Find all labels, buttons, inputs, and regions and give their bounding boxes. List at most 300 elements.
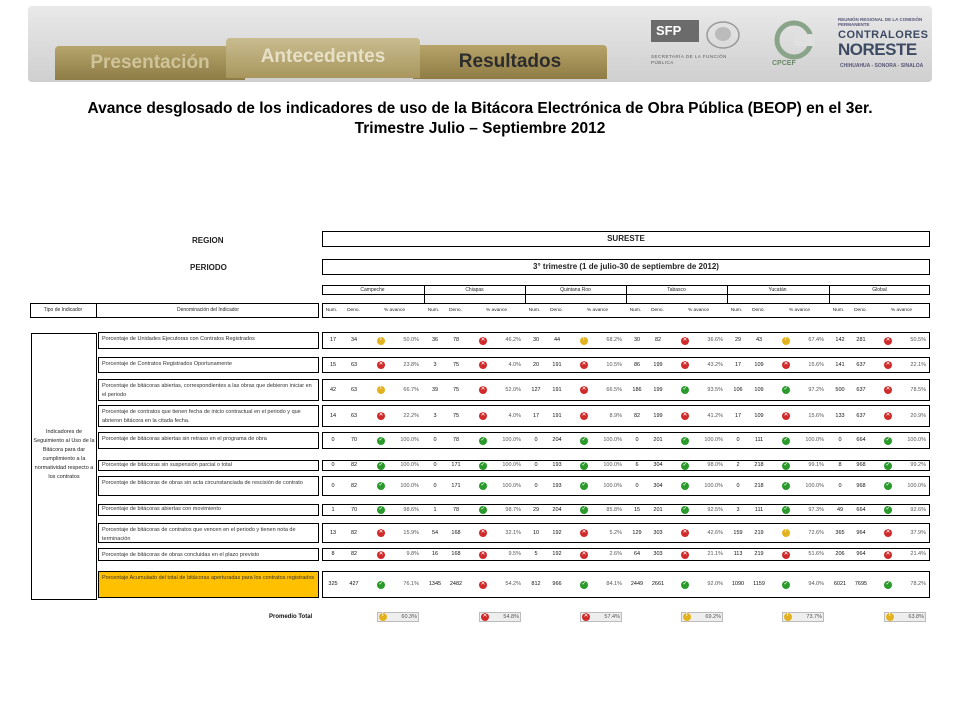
deno-value: 637	[856, 361, 866, 368]
num-value: 86	[633, 361, 641, 368]
deno-value: 109	[754, 386, 764, 393]
num-value: 54	[431, 529, 439, 536]
deno-value: 70	[350, 506, 358, 513]
num-value: 0	[736, 437, 740, 443]
percent-value: 4.0%	[508, 412, 521, 419]
status-green-icon	[782, 437, 790, 445]
percent-value: 100.0%	[400, 437, 419, 443]
percent-value: 100.0%	[502, 437, 521, 443]
deno-value: 109	[754, 361, 764, 368]
state-header: Tabasco	[667, 287, 686, 293]
deno-value: 168	[451, 529, 461, 536]
status-red-icon	[884, 551, 892, 559]
num-value: 3	[736, 506, 740, 513]
percent-value: 76.1%	[403, 581, 419, 587]
num-value: 6	[635, 462, 639, 468]
percent-value: 99.1%	[808, 462, 824, 468]
percent-value: 15.6%	[808, 412, 824, 419]
page-title: Avance desglosado de los indicadores de uso de la Bitácora Electrónica de Obra Pública (BEOP) en el 3er. Trimestre Julio – Septiembre 2012	[87, 100, 873, 137]
percent-value: 85.8%	[606, 506, 622, 513]
percent-value: 8.9%	[609, 412, 622, 419]
percent-value: 9.5%	[508, 551, 521, 557]
subhead: Deno.	[854, 308, 867, 313]
percent-value: 21.1%	[707, 551, 723, 557]
percent-value: 2.6%	[609, 551, 622, 557]
status-red-icon	[377, 551, 385, 559]
deno-value: 303	[653, 551, 663, 557]
state-header: Campeche	[360, 287, 385, 293]
deno-value: 70	[350, 437, 358, 443]
status-green-icon	[580, 437, 588, 445]
deno-value: 109	[754, 412, 764, 419]
state-header: Quintana Roo	[560, 287, 591, 293]
deno-value: 637	[856, 386, 866, 393]
period-label: PERIODO	[190, 263, 227, 272]
num-value: 2	[736, 462, 740, 468]
percent-value: 5.2%	[609, 529, 622, 536]
deno-value: 78	[452, 337, 460, 343]
status-red-icon	[884, 386, 892, 394]
cpcef-logo-name: CPCEF	[772, 60, 796, 67]
status-green-icon	[377, 482, 385, 490]
deno-value: 191	[552, 412, 562, 419]
status-red-icon	[580, 551, 588, 559]
percent-value: 15.6%	[808, 361, 824, 368]
status-yellow-icon	[377, 386, 385, 394]
num-value: 0	[331, 462, 335, 468]
num-value: 30	[633, 337, 641, 343]
num-value: 500	[835, 386, 845, 393]
num-value: 8	[331, 551, 335, 557]
num-value: 3	[433, 412, 437, 419]
percent-value: 78.2%	[910, 581, 926, 587]
status-green-icon	[681, 506, 689, 514]
num-value: 113	[733, 551, 743, 557]
promedio-value: 73.7%	[806, 614, 822, 620]
num-value: 159	[733, 529, 743, 536]
region-label: REGION	[192, 236, 224, 245]
percent-value: 92.0%	[707, 581, 723, 587]
percent-value: 66.7%	[403, 386, 419, 393]
deno-value: 2482	[449, 581, 463, 587]
deno-value: 304	[653, 482, 663, 489]
num-value: 0	[838, 437, 842, 443]
num-value: 39	[431, 386, 439, 393]
num-value: 129	[632, 529, 642, 536]
cpcef-emblem-icon	[766, 20, 822, 60]
percent-value: 100.0%	[805, 437, 824, 443]
percent-value: 100.0%	[704, 482, 723, 489]
percent-value: 100.0%	[400, 462, 419, 468]
deno-value: 34	[350, 337, 358, 343]
deno-value: 219	[754, 551, 764, 557]
status-red-icon	[681, 337, 689, 345]
deno-value: 199	[653, 412, 663, 419]
subhead: Deno.	[347, 308, 360, 313]
status-yellow-icon	[377, 337, 385, 345]
percent-value: 100.0%	[704, 437, 723, 443]
deno-value: 637	[856, 412, 866, 419]
status-green-icon	[681, 482, 689, 490]
percent-value: 97.2%	[808, 386, 824, 393]
subhead: % avance	[788, 308, 811, 313]
deno-value: 219	[754, 529, 764, 536]
percent-value: 84.1%	[606, 581, 622, 587]
deno-value: 199	[653, 361, 663, 368]
status-green-icon	[580, 462, 588, 470]
subhead: Num.	[629, 308, 642, 313]
num-value: 2449	[630, 581, 644, 587]
deno-value: 193	[552, 482, 562, 489]
status-green-icon	[782, 581, 790, 589]
num-value: 1	[433, 506, 437, 513]
num-value: 29	[734, 337, 742, 343]
status-red-icon	[884, 412, 892, 420]
percent-value: 15.9%	[403, 529, 419, 536]
deno-value: 427	[349, 581, 359, 587]
deno-value: 964	[856, 551, 866, 557]
deno-value: 75	[452, 386, 460, 393]
status-green-icon	[681, 386, 689, 394]
deno-value: 192	[552, 551, 562, 557]
status-green-icon	[479, 506, 487, 514]
status-red-icon	[782, 551, 790, 559]
deno-value: 171	[451, 482, 461, 489]
percent-value: 100.0%	[603, 437, 622, 443]
percent-value: 43.2%	[707, 361, 723, 368]
status-red-icon	[377, 361, 385, 369]
deno-value: 82	[350, 462, 358, 468]
percent-value: 98.0%	[707, 462, 723, 468]
status-green-icon	[782, 482, 790, 490]
percent-value: 92.6%	[910, 506, 926, 513]
subhead: Num.	[832, 308, 845, 313]
num-value: 15	[329, 361, 337, 368]
promedio-value: 69.2%	[705, 614, 721, 620]
promedio-value: 63.8%	[908, 614, 924, 620]
num-value: 3	[433, 361, 437, 368]
deno-value: 75	[452, 361, 460, 368]
state-header: Chiapas	[465, 287, 484, 293]
state-header: Global	[872, 287, 887, 293]
num-value: 0	[433, 462, 437, 468]
percent-value: 41.2%	[707, 412, 723, 419]
num-value: 0	[635, 437, 639, 443]
num-value: 133	[835, 412, 845, 419]
deno-value: 966	[552, 581, 562, 587]
deno-value: 78	[452, 506, 460, 513]
num-value: 0	[433, 437, 437, 443]
percent-value: 32.1%	[505, 529, 521, 536]
num-value: 10	[532, 529, 540, 536]
deno-value: 193	[552, 462, 562, 468]
percent-value: 52.0%	[505, 386, 521, 393]
num-value: 36	[431, 337, 439, 343]
deno-value: 192	[552, 529, 562, 536]
percent-value: 36.6%	[707, 337, 723, 343]
indicator-label: Porcentaje de contratos que tienen fecha de inicio contractual en el periodo y que abrieron bitácora en la citada fecha.	[98, 405, 319, 427]
num-value: 142	[835, 337, 845, 343]
logo-states: CHIHUAHUA - SONORA - SINALOA	[840, 63, 924, 69]
percent-value: 68.2%	[606, 337, 622, 343]
deno-value: 82	[350, 482, 358, 489]
period-value: 3° trimestre (1 de julio-30 de septiembre de 2012)	[533, 262, 719, 271]
promedio-label: Promedio Total	[269, 614, 313, 620]
deno-value: 204	[552, 437, 562, 443]
deno-value: 2661	[651, 581, 665, 587]
status-red-icon	[884, 361, 892, 369]
percent-value: 98.7%	[505, 506, 521, 513]
status-yellow-icon	[782, 337, 790, 345]
tipo-text: Indicadores de Seguimiento al Uso de la Bitácora para dar cumplimiento a la normatividad respecto a los contratos	[33, 429, 95, 480]
percent-value: 37.9%	[910, 529, 926, 536]
tab-resultados[interactable]: Resultados	[413, 45, 607, 79]
deno-value: 82	[350, 529, 358, 536]
deno-value: 7695	[854, 581, 868, 587]
percent-value: 94.0%	[808, 581, 824, 587]
subhead: % avance	[586, 308, 609, 313]
status-yellow-icon	[782, 529, 790, 537]
status-red-icon	[580, 529, 588, 537]
status-green-icon	[884, 437, 892, 445]
num-value: 17	[532, 412, 540, 419]
status-red-icon	[884, 529, 892, 537]
promedio-value: 54.8%	[503, 614, 519, 620]
percent-value: 50.5%	[910, 337, 926, 343]
num-value: 0	[635, 482, 639, 489]
num-value: 29	[532, 506, 540, 513]
num-value: 0	[736, 482, 740, 489]
status-green-icon	[479, 482, 487, 490]
subhead: Num.	[325, 308, 338, 313]
status-red-icon	[782, 412, 790, 420]
num-value: 0	[534, 462, 538, 468]
num-value: 1345	[428, 581, 442, 587]
sfp-logo	[651, 20, 748, 76]
tab-antecedentes[interactable]: Antecedentes	[226, 38, 420, 78]
percent-value: 22.1%	[910, 361, 926, 368]
percent-value: 92.5%	[707, 506, 723, 513]
deno-value: 968	[856, 482, 866, 489]
percent-value: 66.5%	[606, 386, 622, 393]
num-value: 325	[328, 581, 338, 587]
percent-value: 50.0%	[403, 337, 419, 343]
deno-value: 218	[754, 482, 764, 489]
num-value: 365	[835, 529, 845, 536]
percent-value: 100.0%	[907, 482, 926, 489]
percent-value: 100.0%	[603, 482, 622, 489]
deno-value: 171	[451, 462, 461, 468]
percent-value: 21.4%	[910, 551, 926, 557]
num-value: 15	[633, 506, 641, 513]
percent-value: 42.6%	[707, 529, 723, 536]
percent-value: 100.0%	[805, 482, 824, 489]
num-value: 42	[329, 386, 337, 393]
subhead: % avance	[485, 308, 508, 313]
subhead: Deno.	[550, 308, 563, 313]
deno-value: 75	[452, 412, 460, 419]
percent-value: 100.0%	[603, 462, 622, 468]
num-value: 0	[433, 482, 437, 489]
num-value: 0	[534, 437, 538, 443]
percent-value: 97.3%	[808, 506, 824, 513]
num-value: 0	[534, 482, 538, 489]
num-value: 127	[531, 386, 541, 393]
deno-value: 82	[350, 551, 358, 557]
subhead: % avance	[890, 308, 913, 313]
percent-value: 72.6%	[808, 529, 824, 536]
indicator-label: Porcentaje de Unidades Ejecutoras con Contratos Registrados	[98, 332, 319, 349]
logo-caption: REUNIÓN REGIONAL DE LA COMISIÓN PERMANENTE	[838, 17, 923, 27]
status-red-icon	[681, 529, 689, 537]
deno-value: 63	[350, 361, 358, 368]
status-green-icon	[884, 506, 892, 514]
deno-value: 281	[856, 337, 866, 343]
deno-value: 44	[553, 337, 561, 343]
status-green-icon	[377, 462, 385, 470]
deno-value: 111	[754, 506, 764, 513]
num-value: 5	[534, 551, 538, 557]
status-green-icon	[580, 482, 588, 490]
percent-value: 67.4%	[808, 337, 824, 343]
status-red-icon	[479, 551, 487, 559]
deno-value: 63	[350, 412, 358, 419]
num-value: 82	[633, 412, 641, 419]
num-value: 1	[331, 506, 335, 513]
sfp-logo-name: SFP	[651, 20, 699, 42]
subhead: % avance	[383, 308, 406, 313]
num-value: 812	[531, 581, 541, 587]
subhead: Deno.	[651, 308, 664, 313]
status-green-icon	[884, 482, 892, 490]
indicator-label: Porcentaje de bitácoras abiertas, correspondientes a las obras que debieron iniciar en el periodo	[98, 379, 319, 401]
deno-value: 168	[451, 551, 461, 557]
denominacion-header: Denominación del Indicador	[177, 307, 239, 313]
status-red-icon	[479, 581, 487, 589]
status-red-icon	[782, 361, 790, 369]
region-value-box	[322, 231, 930, 247]
num-value: 186	[632, 386, 642, 393]
percent-value: 51.6%	[808, 551, 824, 557]
promedio-value: 57.4%	[604, 614, 620, 620]
num-value: 0	[331, 482, 335, 489]
status-yellow-icon	[580, 337, 588, 345]
status-red-icon	[580, 386, 588, 394]
percent-value: 46.2%	[505, 337, 521, 343]
num-value: 8	[838, 462, 842, 468]
logo-title-contralores: CONTRALORES	[838, 29, 929, 41]
deno-value: 82	[654, 337, 662, 343]
deno-value: 191	[552, 361, 562, 368]
region-value: SURESTE	[607, 234, 645, 243]
deno-value: 201	[653, 437, 663, 443]
deno-value: 204	[552, 506, 562, 513]
status-red-icon	[377, 529, 385, 537]
subhead: Num.	[730, 308, 743, 313]
status-red-icon	[884, 337, 892, 345]
status-green-icon	[782, 462, 790, 470]
num-value: 17	[734, 361, 742, 368]
deno-value: 1159	[753, 581, 765, 587]
num-value: 64	[633, 551, 641, 557]
eagle-emblem-icon	[703, 20, 743, 50]
deno-value: 303	[653, 529, 663, 536]
tipo-header: Tipo de Indicador	[43, 307, 83, 313]
subhead: Deno.	[752, 308, 765, 313]
period-value-box	[322, 259, 930, 275]
deno-value: 964	[856, 529, 866, 536]
percent-value: 54.2%	[505, 581, 521, 587]
percent-value: 100.0%	[502, 462, 521, 468]
tab-presentacion[interactable]: Presentación	[55, 46, 245, 80]
status-red-icon	[479, 361, 487, 369]
status-red-icon	[479, 412, 487, 420]
status-red-icon	[681, 551, 689, 559]
indicator-label: Porcentaje de bitácoras de contratos que vencen en el periodo y tienen nota de terminación	[98, 523, 319, 543]
indicator-label: Porcentaje de Contratos Registrados Oportunamente	[98, 357, 319, 373]
logo-title-noreste: NORESTE	[838, 40, 917, 59]
status-green-icon	[681, 581, 689, 589]
status-red-icon	[377, 412, 385, 420]
percent-value: 20.9%	[910, 412, 926, 419]
status-green-icon	[884, 581, 892, 589]
deno-value: 43	[755, 337, 763, 343]
percent-value: 4.0%	[508, 361, 521, 368]
num-value: 30	[532, 337, 540, 343]
percent-value: 98.6%	[403, 506, 419, 513]
num-value: 206	[835, 551, 845, 557]
indicator-label: Porcentaje Acumulado del total de bitácoras aperturadas para los contratos registrados	[98, 571, 319, 598]
status-green-icon	[377, 437, 385, 445]
indicator-label: Porcentaje de bitácoras abiertas sin retraso en el programa de obra	[98, 432, 319, 449]
status-red-icon	[681, 412, 689, 420]
percent-value: 100.0%	[400, 482, 419, 489]
num-value: 0	[838, 482, 842, 489]
status-green-icon	[884, 462, 892, 470]
num-value: 49	[836, 506, 844, 513]
status-green-icon	[782, 506, 790, 514]
subhead: % avance	[687, 308, 710, 313]
subhead: Deno.	[449, 308, 462, 313]
num-value: 141	[835, 361, 845, 368]
subhead: Num.	[427, 308, 440, 313]
status-red-icon	[479, 337, 487, 345]
num-value: 0	[331, 437, 335, 443]
num-value: 17	[734, 412, 742, 419]
status-green-icon	[681, 437, 689, 445]
percent-value: 78.5%	[910, 386, 926, 393]
num-value: 16	[431, 551, 439, 557]
status-green-icon	[479, 437, 487, 445]
percent-value: 22.2%	[403, 412, 419, 419]
percent-value: 23.8%	[403, 361, 419, 368]
subhead: Num.	[528, 308, 541, 313]
status-green-icon	[479, 462, 487, 470]
status-red-icon	[580, 361, 588, 369]
deno-value: 201	[653, 506, 663, 513]
status-green-icon	[580, 581, 588, 589]
num-value: 1090	[731, 581, 745, 587]
deno-value: 968	[856, 462, 866, 468]
num-value: 17	[329, 337, 337, 343]
indicator-label: Porcentaje de bitácoras abiertas con movimiento	[98, 504, 319, 516]
deno-value: 63	[350, 386, 358, 393]
status-red-icon	[479, 529, 487, 537]
num-value: 6021	[833, 581, 847, 587]
status-green-icon	[782, 386, 790, 394]
deno-value: 191	[552, 386, 562, 393]
promedio-value: 60.3%	[401, 614, 417, 620]
